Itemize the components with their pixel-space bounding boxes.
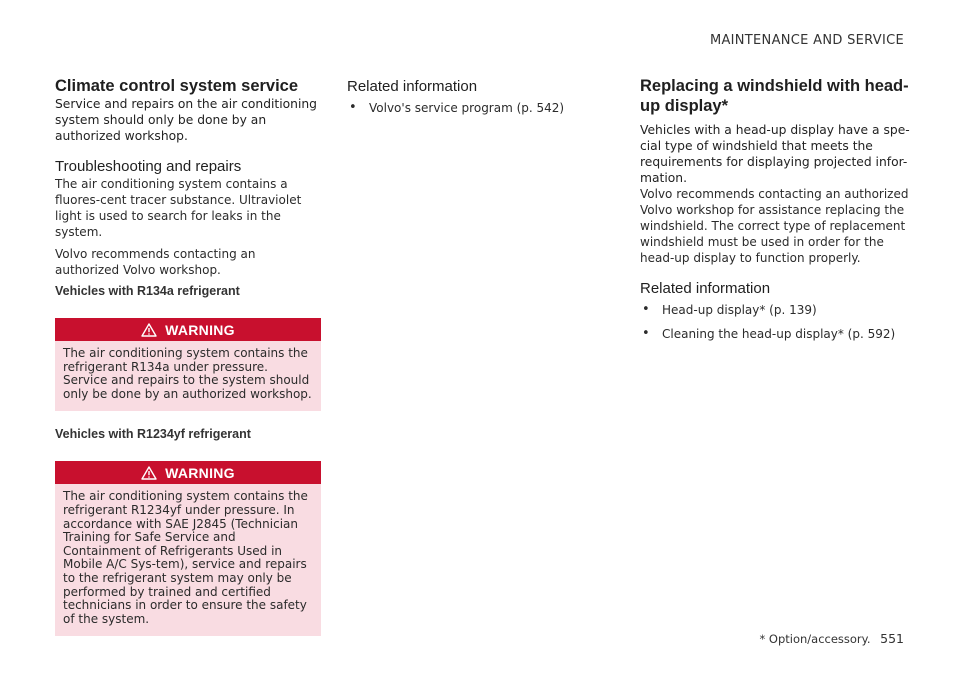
warning-box-r134a [55,318,321,411]
related-link-service-program[interactable]: • Volvo's service program (p. 542) [347,100,613,116]
warning-triangle-icon [141,466,157,480]
troubleshooting-recommend-text: Volvo recommends contacting an authorized Volvo workshop. [55,247,256,277]
warning-text: The air conditioning system contains the refrigerant R134a under pressure. Service and repairs to the system should only be done by an authorized workshop. [55,341,321,411]
troubleshooting-text: The air conditioning system contains a fluores-cent tracer substance. Ultraviolet light is used to search for leaks in the system. [55,177,302,239]
column-windshield [640,76,910,350]
intro-text: Service and repairs on the air conditioning system should only be done by an authorized workshop. [55,97,317,143]
related-info-list [347,100,613,116]
page-footer [759,631,904,646]
warning-triangle-icon [141,323,157,337]
warning-label: WARNING [165,321,235,338]
column-climate-service [55,76,321,636]
option-accessory-note: * Option/accessory. [759,632,871,646]
warning-label: WARNING [165,464,235,481]
section-header: MAINTENANCE AND SERVICE [709,33,904,48]
windshield-lead: Vehicles with a head-up display have a spe-cial type of windshield that meets the requirements for displaying projected infor-mation. [640,123,910,185]
troubleshooting-heading: Troubleshooting and repairs [55,158,242,175]
related-info-heading: Related information [347,78,478,95]
warning-header [55,318,321,341]
windshield-title: Replacing a windshield with head-up display* [640,77,909,115]
related-info-list [640,302,910,342]
page-title: Climate control system service [55,77,299,95]
page-number: 551 [880,631,904,646]
warning-header [55,461,321,484]
related-link-head-up-display[interactable]: • Head-up display* (p. 139) [640,302,910,318]
related-link-cleaning-head-up-display[interactable]: • Cleaning the head-up display* (p. 592) [640,326,910,342]
warning-text: The air conditioning system contains the refrigerant R1234yf under pressure. In accordance with SAE J2845 (Technician Training for Safe Service and Containment of Refrigerants Used in Mobile A/C Sys-tem), service and repairs to the refrigerant system may only be performed by trained and certified technicians in order to ensure the safety of the system. [55,484,321,636]
r1234yf-heading: Vehicles with R1234yf refrigerant [55,427,251,442]
r134a-heading: Vehicles with R134a refrigerant [55,284,240,298]
related-info-heading: Related information [640,280,771,297]
windshield-body: Volvo recommends contacting an authorized Volvo workshop for assistance replacing the windshield. The correct type of replacement windshield must be used in order for the head-up display to function properly. [640,187,909,265]
warning-box-r1234yf [55,461,321,636]
column-related-info [347,76,613,124]
